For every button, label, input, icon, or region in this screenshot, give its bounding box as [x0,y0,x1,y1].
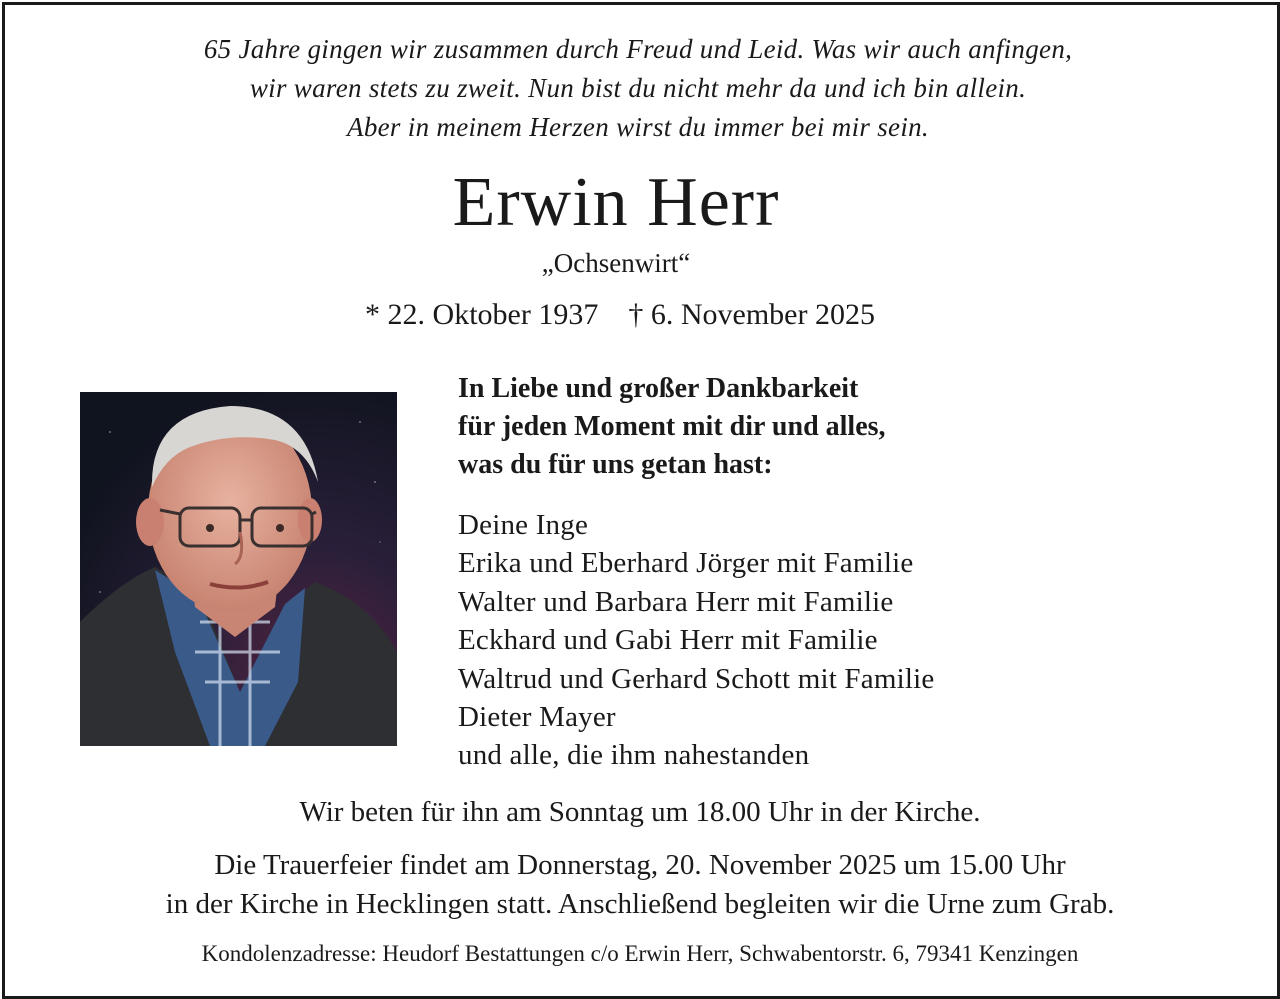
funeral-line: in der Kirche in Hecklingen statt. Anschließend begleiten wir die Urne zum Grab. [165,888,1115,920]
portrait-photo [80,392,397,746]
memorial-poem [0,30,1276,147]
mourner-entry: Dieter Mayer [458,701,616,734]
deceased-name: Erwin Herr [452,164,780,241]
gratitude-line: für jeden Moment mit dir und alles, [458,411,886,442]
gratitude-line: was du für uns getan hast: [458,449,773,480]
mourner-entry: und alle, die ihm nahestanden [458,739,810,772]
death-date: † 6. November 2025 [628,298,875,331]
poem-line: Aber in meinem Herzen wirst du immer bei mir sein. [347,112,929,142]
mourner-entry: Eckhard und Gabi Herr mit Familie [458,624,878,657]
gratitude-line: In Liebe und großer Dankbarkeit [458,373,859,404]
deceased-nickname: „Ochsenwirt“ [541,248,691,278]
poem-line: wir waren stets zu zweit. Nun bist du nicht mehr da und ich bin allein. [249,73,1027,103]
mourner-entry: Erika und Eberhard Jörger mit Familie [458,547,914,580]
funeral-notice [0,846,1280,924]
birth-date: * 22. Oktober 1937 [365,298,599,331]
mourner-entry: Waltrud und Gerhard Schott mit Familie [458,662,935,695]
mourner-entry: Deine Inge [458,509,589,541]
mourners-list [458,506,934,775]
gratitude-text [458,370,886,484]
life-dates [0,296,1240,334]
prayer-notice: Wir beten für ihn am Sonntag um 18.00 Uhr in der Kirche. [299,796,981,828]
mourner-entry: Walter und Barbara Herr mit Familie [458,585,894,618]
poem-line: 65 Jahre gingen wir zusammen durch Freud und Leid. Was wir auch anfingen, [203,34,1073,64]
condolence-address: Kondolenzadresse: Heudorf Bestattungen c/o Erwin Herr, Schwabentorstr. 6, 79341 Kenzingen [201,941,1079,966]
funeral-line: Die Trauerfeier findet am Donnerstag, 20. November 2025 um 15.00 Uhr [214,849,1066,881]
